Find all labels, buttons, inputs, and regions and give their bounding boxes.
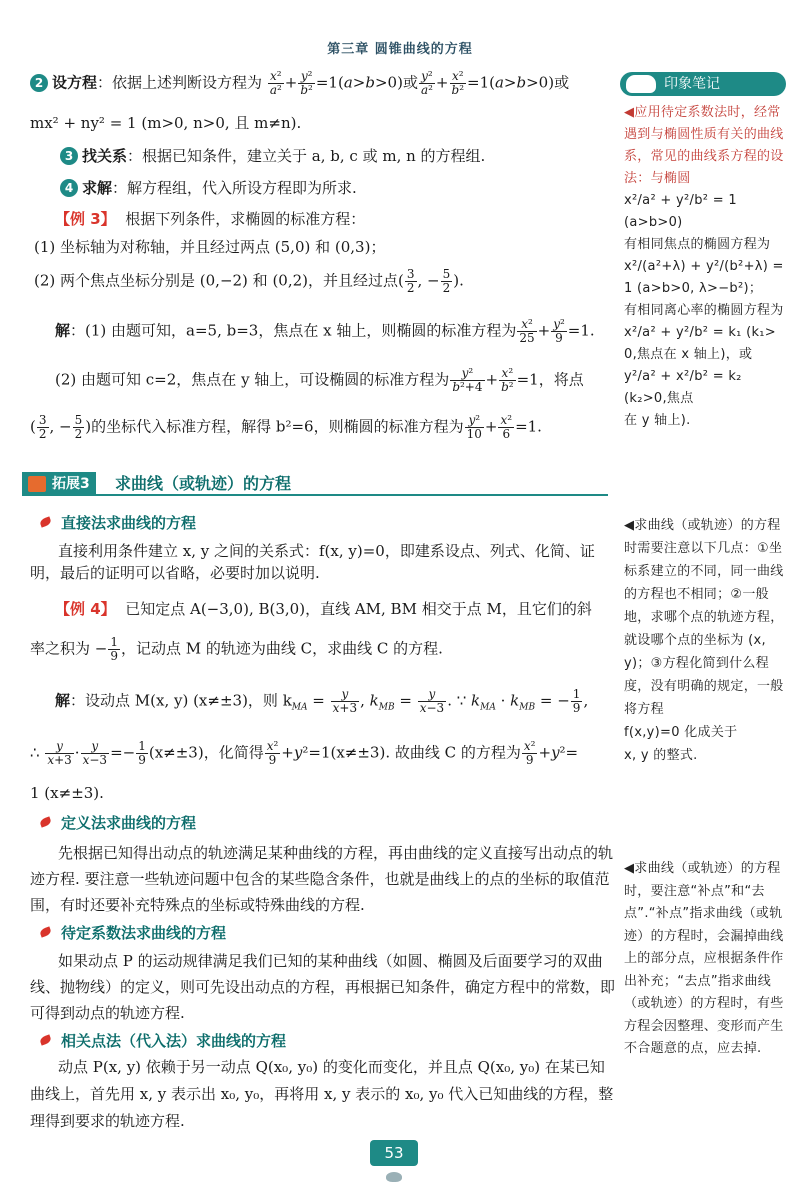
step-3-label: 找关系 [82,147,128,165]
note-2-text: ◀求曲线（或轨迹）的方程时需要注意以下几点：①坐标系建立的不同，同一曲线的方程也不相同；②一般地，求哪个点的轨迹方程，就设哪个点的坐标为 (x, y)；③方程化简到什么程度，没有明确的规定，一般将方程 [624,518,784,717]
example-3-prompt [55,208,615,230]
leaf-bullet-icon [39,516,52,527]
example-3-sol-label: 解 [55,321,71,340]
note-3: ◀求曲线（或轨迹）的方程时，要注意“补点”和“去点”.“补点”指求曲线（或轨迹）的方程时，会漏掉曲线上的部分点，应根据条件作出补充；“去点”指求曲线（或轨迹）的方程时，有些方程会因整理、变形而产生不合题意的点，应去掉. [624,861,784,1056]
book-icon [28,476,46,492]
note-2 [624,514,784,767]
step-2-or: 或 [402,73,418,92]
method-1-heading [40,512,625,534]
extension-bar [22,474,608,496]
example-4-text2b: ，记动点 M 的轨迹为曲线 C，求曲线 C 的方程. [120,639,443,658]
leaf-bullet-icon [39,816,52,827]
example-3-sol1-text: ：(1) 由题可知，a=5, b=3，焦点在 x 轴上，则椭圆的标准方程为 [70,321,517,340]
method-2-text: 先根据已知得出动点的轨迹满足某种曲线的方程，再由曲线的定义直接写出动点的轨迹方程. 要注意一些轨迹问题中包含的某些隐含条件，也就是曲线上的点的坐标的取值范围，有时还要补充特殊点的坐标或特殊曲线的方程. [30,844,614,914]
example-3-sol1: 解：(1) 由题可知，a=5, b=3，焦点在 x 轴上，则椭圆的标准方程为 $\frac{\text{x²}}{25}$ + $\frac{\text{y²}}{9}$ =1. [55,317,595,345]
elephant-icon [626,75,656,93]
example-3-q2: (2) 两个焦点坐标分别是 (0,−2) 和 (0,2)，并且经过点( $\frac{3}{2}$ , − $\frac{5}{2}$ ). [34,267,464,295]
note-2-text-c: x, y 的整式. [624,748,698,763]
note-1-eq3: x²/a² + y²/b² = k₁ (k₁> [624,325,777,340]
example-4-sol2-text: (x≠±3)，化简得 [148,743,264,762]
method-4-title: 相关点法（代入法）求曲线的方程 [61,1032,287,1050]
notes-title: 印象笔记 [664,76,720,92]
example-4-sol2-tail: (x≠±3). 故曲线 C 的方程为 [330,743,521,762]
step-2: 2 设方程：依据上述判断设方程为 $\frac{\text{x²}}{\text{a²}}$ + $\frac{\text{y²}}{\text{b²}}$ =1(a>b>0)或 $\frac{\text{y²}}{\text{a²}}$ + $\frac{\text{x²}}{\text{b²}}$ =1(a>b>0)或 [30,70,615,97]
chapter-header: 第三章 圆锥曲线的方程 [327,42,473,57]
example-3-sol3-text: 的坐标代入标准方程，解得 b²=6，则椭圆的标准方程为 [91,417,464,436]
extension-title: 求曲线（或轨迹）的方程 [115,474,292,493]
leaf-bullet-icon [39,926,52,937]
example-4-sol3: 1 (x≠±3). [30,784,104,802]
method-3-text: 如果动点 P 的运动规律满足我们已知的某种曲线（如圆、椭圆及后面要学习的双曲线、抛物线）的定义，则可先设出动点的方程，再根据已知条件，确定方程中的常数，即可得到动点的轨迹方程. [30,952,616,1022]
method-4-heading [40,1030,625,1052]
step-3 [60,145,615,167]
example-3-label: 【例 3】 [55,210,116,228]
note-1-text-c: 有相同离心率的椭圆方程为 [624,303,784,318]
method-3-title: 待定系数法求曲线的方程 [61,924,227,942]
example-3-sol2: (2) 由题可知 c=2，焦点在 y 轴上，可设椭圆的标准方程为 $\frac{\text{y²}}{\text{b²+4}}$ + $\frac{\text{x²}}{\text{b²}}$ =1，将点 [55,366,584,394]
method-1-title: 直接法求曲线的方程 [61,514,197,532]
notes-header [620,72,786,96]
example-4-sol1-text: ：设动点 M(x, y) (x≠±3)，则 k [70,691,292,710]
note-1-eq3b: 0,焦点在 x 轴上)，或 [624,347,753,362]
page-number: 53 [370,1140,418,1166]
step-4-label: 求解 [82,179,113,197]
step-2-or-2: 或 [554,73,570,92]
note-2-text-b: f(x,y)=0 化成关于 [624,725,738,740]
step-3-text: ：根据已知条件，建立关于 a, b, c 或 m, n 的方程组. [127,147,486,165]
example-3-sol3: ( $\frac{3}{2}$ , − $\frac{5}{2}$ )的坐标代入标准方程，解得 b²=6，则椭圆的标准方程为 $\frac{\text{y²}}{10}$ + $\frac{\text{x²}}{6}$ =1. [30,413,542,441]
example-4-line2: 率之积为 − $\frac{1}{9}$ ，记动点 M 的轨迹为曲线 C，求曲线 C 的方程. [30,635,443,663]
step-4-text: ：解方程组，代入所设方程即为所求. [112,179,357,197]
step-4-number: 4 [60,179,78,197]
note-1-eq4: y²/a² + x²/b² = k₂ (k₂>0,焦点 [624,369,742,406]
example-3-q1: (1) 坐标轴为对称轴，并且经过两点 (5,0) 和 (0,3)； [34,238,386,256]
note-1-eq2: x²/(a²+λ) + y²/(b²+λ) = [624,259,784,274]
method-4-text: 动点 P(x, y) 依赖于另一动点 Q(x₀, y₀) 的变化而变化，并且点 Q(x₀, y₀) 在某已知曲线上，首先用 x, y 表示出 x₀, y₀，再将用 x, y 表示的 x₀, y₀ 代入已知曲线的方程，整理得到要求的轨迹方程. [30,1058,614,1130]
step-2-number: 2 [30,74,48,92]
note-1 [624,102,784,432]
example-3-sol2-text: (2) 由题可知 c=2，焦点在 y 轴上，可设椭圆的标准方程为 [55,370,450,389]
example-3-q2-text: (2) 两个焦点坐标分别是 (0,−2) 和 (0,2)，并且经过点 [34,271,399,290]
method-2-heading [40,812,625,834]
bird-icon [386,1172,402,1182]
leaf-bullet-icon [39,1034,52,1045]
step-3-number: 3 [60,147,78,165]
note-1-text-b: 有相同焦点的椭圆方程为 [624,237,771,252]
extension-tag [22,472,96,496]
extension-tag-text: 拓展3 [52,476,90,492]
example-4-text2a: 率之积为 − [30,639,108,658]
method-2-title: 定义法求曲线的方程 [61,814,197,832]
note-1-text: ◀应用待定系数法时，经常遇到与椭圆性质有关的曲线系，常见的曲线系方程的设法：与椭圆 [624,105,784,186]
note-1-eq1: x²/a² + y²/b² = 1 (a>b>0) [624,193,737,230]
example-3-text: 根据下列条件，求椭圆的标准方程： [125,210,366,228]
example-4-sol-label: 解 [55,691,71,710]
example-4-label: 【例 4】 [55,600,116,618]
method-1-text: 直接利用条件建立 x, y 之间的关系式：f(x, y)=0，即建系设点、列式、化简、证明，最后的证明可以省略，必要时加以说明. [30,542,595,582]
step-4 [60,177,615,199]
step-2-line2: mx² + ny² = 1 (m>0, n>0, 且 m≠n). [30,114,302,132]
step-2-text: ：依据上述判断设方程为 [97,73,263,92]
note-1-eq4b: 在 y 轴上). [624,413,691,428]
example-4-prompt [55,598,615,620]
example-4-text: 已知定点 A(−3,0), B(3,0)，直线 AM, BM 相交于点 M，且它们的斜 [125,600,592,618]
example-3-sol2-tail: ，将点 [538,370,584,389]
step-2-label: 设方程 [52,73,98,92]
method-3-heading [40,922,625,944]
example-4-sol1: 解：设动点 M(x, y) (x≠±3)，则 $k_{MA}$ = $\frac{y}{x+3}$ , $k_{MB}$ = $\frac{y}{x-3}$ . ∵ $k_{MA} \cdot k_{MB}$ = − $\frac{1}{9}$ , [55,687,589,715]
note-1-eq2b: 1 (a>b>0, λ>−b²)； [624,281,763,296]
example-4-sol2: ∴ $\frac{y}{x+3}$ · $\frac{y}{x-3}$ =− $\frac{1}{9}$ (x≠±3)，化简得 $\frac{\text{x²}}{9}$ +y²=1(x≠±3). 故曲线 C 的方程为 $\frac{\text{x²}}{9}$ +y²= [30,739,579,767]
